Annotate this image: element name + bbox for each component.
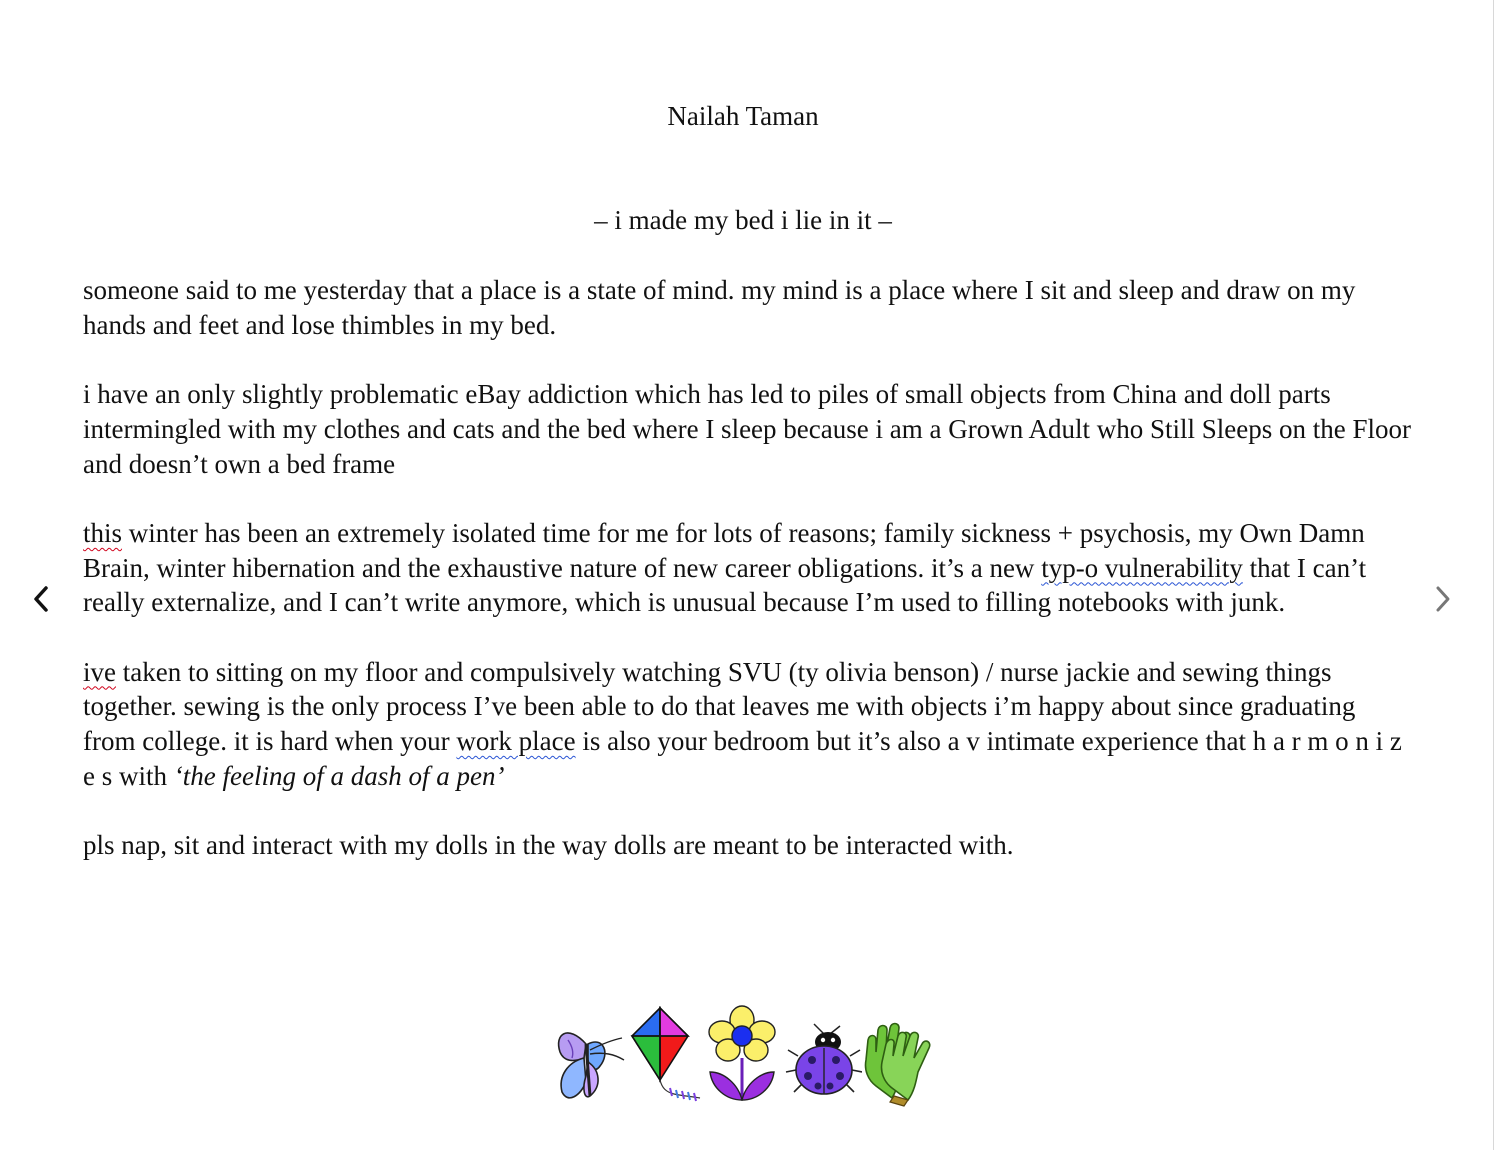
piece-title: – i made my bed i lie in it – <box>594 205 892 235</box>
paragraph-4 <box>83 655 1413 794</box>
previous-slide-button[interactable] <box>24 580 60 620</box>
decorative-icon-row <box>550 1000 940 1110</box>
paragraph-2: i have an only slightly problematic eBay addiction which has led to piles of small objects from China and doll parts intermingled with my clothes and cats and the bed where I sleep because i am a Grown Adult who Still Sleeps on the Floor and doesn’t own a bed frame <box>83 379 1411 479</box>
next-slide-button[interactable] <box>1426 580 1462 620</box>
spellcheck-word: this <box>83 517 123 548</box>
butterfly-icon <box>550 1000 628 1110</box>
grammar-check-phrase: work place <box>456 726 576 757</box>
chevron-right-icon <box>1426 580 1462 620</box>
gloves-icon <box>858 1000 940 1110</box>
text-run: winter has been an extremely isolated time for me for lots of reasons; family sickness + psychosis, my Own Damn Brain, winter hibernation and the exhaustive nature of new career obligations. it’s a new <box>83 517 1365 583</box>
paragraph-5: pls nap, sit and interact with my dolls in the way dolls are meant to be interacted with. <box>83 830 1014 861</box>
text-run: taken to sitting on my floor and compulsively watching SVU (ty olivia benson) / nurse jackie and sewing things together. sewing is the only process I’ve been able to do that leaves me with objects i’m happy about since graduating from college. it is hard when your <box>83 656 1356 757</box>
flower-icon <box>706 1000 784 1110</box>
spellcheck-word: ive <box>83 656 116 687</box>
statement-body <box>83 273 1413 898</box>
author-name: Nailah Taman <box>667 101 819 131</box>
chevron-left-icon <box>24 580 60 620</box>
ladybug-icon <box>784 1000 862 1110</box>
paragraph-3 <box>83 516 1413 620</box>
text-run: is also your bedroom but it’s also a v intimate experience that h a r m o n i z e s with <box>83 726 1402 791</box>
kite-icon <box>628 1000 706 1110</box>
page-edge-line <box>1493 0 1494 1150</box>
paragraph-1: someone said to me yesterday that a place is a state of mind. my mind is a place where I sit and sleep and draw on my hands and feet and lose thimbles in my bed. <box>83 275 1356 340</box>
text-run: that I can’t really externalize, and I can’t write anymore, which is unusual because I’m used to filling notebooks with junk. <box>83 552 1367 618</box>
grammar-check-phrase: typ-o vulnerability <box>1041 552 1243 583</box>
italic-quote: ‘the feeling of a dash of a pen’ <box>173 760 505 791</box>
